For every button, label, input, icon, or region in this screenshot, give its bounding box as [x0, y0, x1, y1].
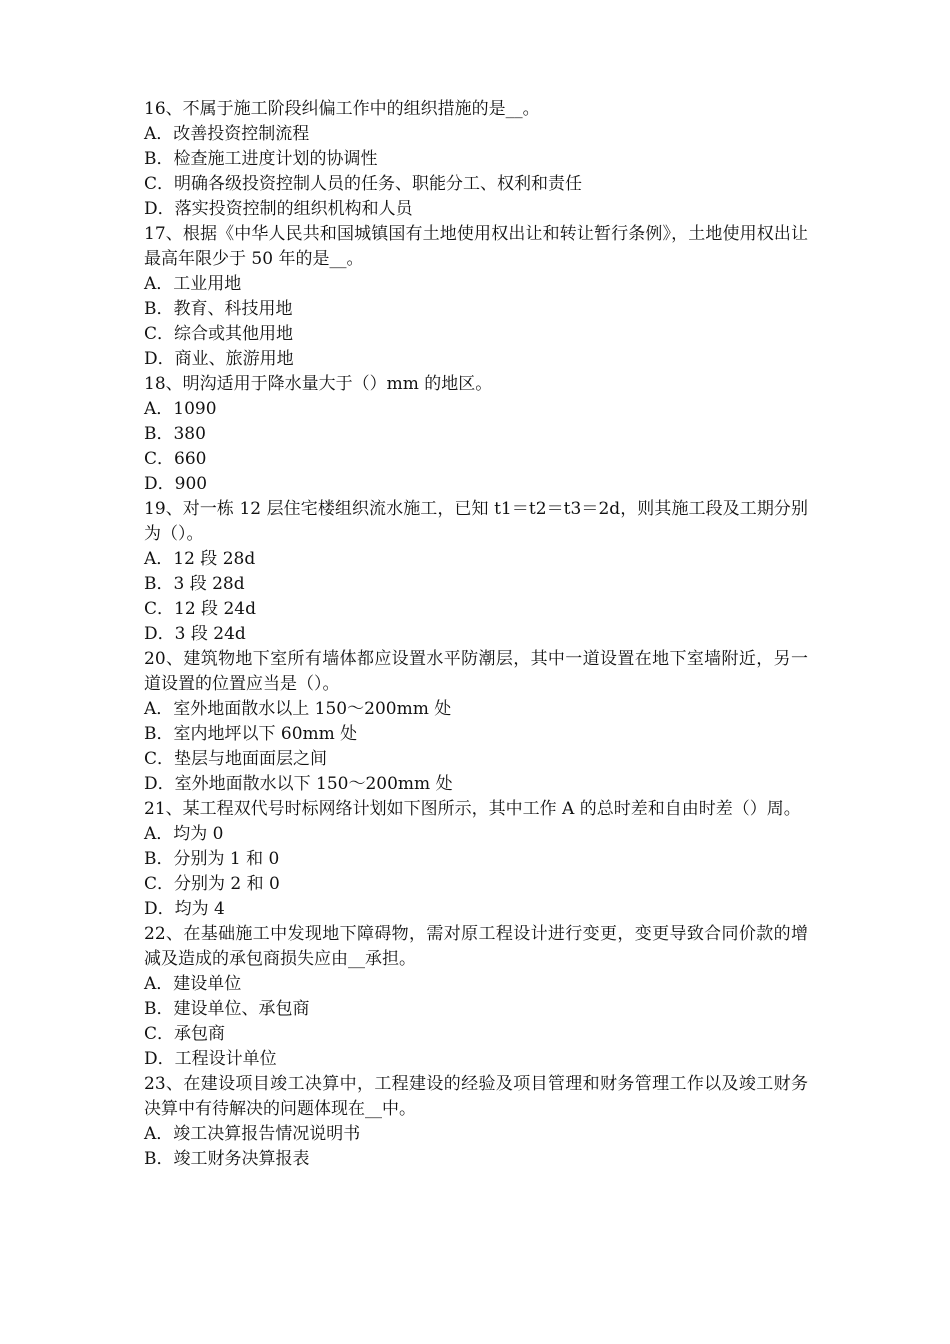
option-d: D．室外地面散水以下 150～200mm 处	[144, 774, 453, 794]
question-stem: 22、在基础施工中发现地下障碍物，需对原工程设计进行变更，变更导致合同价款的增减及造成的承包商损失应由__承担。	[144, 924, 808, 969]
question-19	[144, 497, 808, 647]
option-d: D．900	[144, 474, 208, 494]
option-b: B．分别为 1 和 0	[144, 849, 280, 869]
option-c: C．分别为 2 和 0	[144, 874, 280, 894]
option-a: A．室外地面散水以上 150～200mm 处	[144, 699, 452, 719]
question-17	[144, 222, 808, 372]
option-d: D．均为 4	[144, 899, 225, 919]
question-20	[144, 647, 808, 797]
option-d: D．商业、旅游用地	[144, 349, 294, 369]
option-c: C．垫层与地面面层之间	[144, 749, 328, 769]
question-stem: 23、在建设项目竣工决算中，工程建设的经验及项目管理和财务管理工作以及竣工财务决算中有待解决的问题体现在__中。	[144, 1074, 808, 1119]
option-a: A．改善投资控制流程	[144, 124, 310, 144]
question-stem: 19、对一栋 12 层住宅楼组织流水施工，已知 t1＝t2＝t3＝2d，则其施工段及工期分别为（）。	[144, 499, 808, 544]
option-c: C．综合或其他用地	[144, 324, 294, 344]
option-a: A．工业用地	[144, 274, 242, 294]
question-stem: 17、根据《中华人民共和国城镇国有土地使用权出让和转让暂行条例》，土地使用权出让最高年限少于 50 年的是__。	[144, 224, 808, 269]
option-b: B．竣工财务决算报表	[144, 1149, 310, 1169]
option-b: B．室内地坪以下 60mm 处	[144, 724, 358, 744]
option-b: B．380	[144, 424, 206, 444]
option-c: C．明确各级投资控制人员的任务、职能分工、权利和责任	[144, 174, 583, 194]
question-22	[144, 922, 808, 1072]
document-page	[144, 97, 808, 1172]
option-d: D．3 段 24d	[144, 624, 246, 644]
option-a: A．竣工决算报告情况说明书	[144, 1124, 361, 1144]
option-a: A．1090	[144, 399, 217, 419]
option-a: A．建设单位	[144, 974, 242, 994]
question-stem: 16、不属于施工阶段纠偏工作中的组织措施的是__。	[144, 99, 540, 119]
option-a: A．均为 0	[144, 824, 224, 844]
question-18	[144, 372, 808, 497]
option-d: D．落实投资控制的组织机构和人员	[144, 199, 413, 219]
option-b: B．3 段 28d	[144, 574, 245, 594]
question-21	[144, 797, 808, 922]
question-23	[144, 1072, 808, 1172]
option-c: C．承包商	[144, 1024, 226, 1044]
question-stem: 20、建筑物地下室所有墙体都应设置水平防潮层，其中一道设置在地下室墙附近，另一道设置的位置应当是（）。	[144, 649, 808, 694]
option-b: B．检查施工进度计划的协调性	[144, 149, 378, 169]
option-b: B．教育、科技用地	[144, 299, 293, 319]
question-stem: 18、明沟适用于降水量大于（）mm 的地区。	[144, 374, 493, 394]
option-b: B．建设单位、承包商	[144, 999, 310, 1019]
option-c: C．660	[144, 449, 207, 469]
question-stem: 21、某工程双代号时标网络计划如下图所示，其中工作 A 的总时差和自由时差（）周。	[144, 799, 801, 819]
option-d: D．工程设计单位	[144, 1049, 277, 1069]
option-a: A．12 段 28d	[144, 549, 256, 569]
question-16	[144, 97, 808, 222]
option-c: C．12 段 24d	[144, 599, 256, 619]
